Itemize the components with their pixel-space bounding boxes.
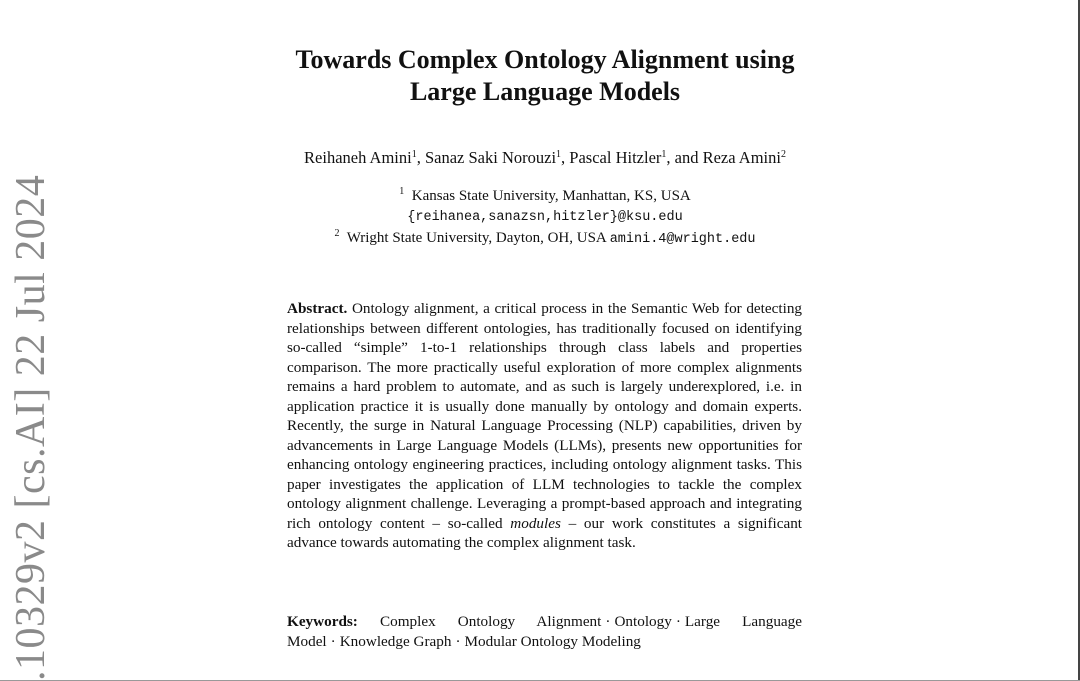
affiliation-1 — [200, 186, 890, 206]
keyword: Modular Ontology Modeling — [464, 632, 641, 650]
affiliation-2 — [200, 228, 890, 250]
author-name: Reihaneh Amini — [304, 148, 412, 167]
affiliation-text: Wright State University, Dayton, OH, USA — [346, 230, 606, 246]
author-name: Reza Amini — [702, 148, 781, 167]
keyword-separator: · — [675, 613, 681, 630]
email-address: {reihanea,sanazsn,hitzler}@ksu.edu — [407, 210, 683, 225]
affil-mark: 1 — [399, 186, 405, 197]
keywords — [287, 612, 802, 651]
affil-mark: 2 — [334, 228, 340, 239]
abstract-text-end: – our work constitutes a significant advance towards automating the complex alignment task. — [287, 514, 803, 551]
keyword-separator: · — [605, 613, 611, 630]
keyword-separator: · — [455, 632, 461, 650]
author-affil-mark: 1 — [661, 149, 667, 160]
author-affil-mark: 1 — [556, 149, 562, 160]
keyword: Large Language Model — [287, 613, 803, 650]
abstract — [287, 299, 802, 553]
affiliation-text: Kansas State University, Manhattan, KS, USA — [411, 188, 691, 204]
abstract-label: Abstract. — [287, 300, 348, 317]
title-line-1: Towards Complex Ontology Alignment using — [295, 45, 795, 74]
author-affil-mark: 2 — [780, 149, 786, 160]
keyword: Ontology — [614, 613, 672, 630]
abstract-text: Ontology alignment, a critical process in the Semantic Web for detecting relationships between different ontologies, has traditionally focused on identifying so-called “simple” 1-to-1 relationships through class labels and properties comparison. The more practically useful exploration of more complex alignments remains a hard problem to automate, and as such is largely underexplored, i.e. in application practice it is usually done manually by ontology and domain experts. Recently, the surge in Natural Language Processing (NLP) capabilities, driven by advancements in Large Language Models (LLMs), presents new opportunities for enhancing ontology engineering practices, including ontology alignment tasks. This paper investigates the application of LLM technologies to tackle the complex ontology alignment challenge. Leveraging a prompt-based approach and integrating rich ontology content – so-called — [287, 300, 803, 532]
keyword: Complex Ontology Alignment — [379, 613, 602, 630]
keywords-label: Keywords: — [287, 613, 358, 630]
title-line-2: Large Language Models — [409, 77, 681, 106]
keyword: Knowledge Graph — [339, 632, 452, 650]
paper-title — [200, 44, 890, 108]
email-address: amini.4@wright.edu — [609, 232, 756, 247]
author-list: Reihaneh Amini$^1$, Sanaz Saki Norouzi$^1$, Pascal Hitzler$^1$, and Reza Amini$^2$ — [304, 148, 786, 167]
affiliation-1-email — [200, 206, 890, 228]
keyword-separator: · — [330, 632, 336, 650]
author-name: Pascal Hitzler — [569, 148, 662, 167]
arxiv-stamp: .10329v2 [cs.AI] 22 Jul 2024 — [8, 174, 54, 681]
affiliations — [200, 186, 890, 250]
abstract-emphasis: modules — [510, 514, 561, 532]
author-name: Sanaz Saki Norouzi — [424, 148, 557, 167]
author-affil-mark: 1 — [411, 149, 417, 160]
author-connector: and — [674, 148, 699, 167]
